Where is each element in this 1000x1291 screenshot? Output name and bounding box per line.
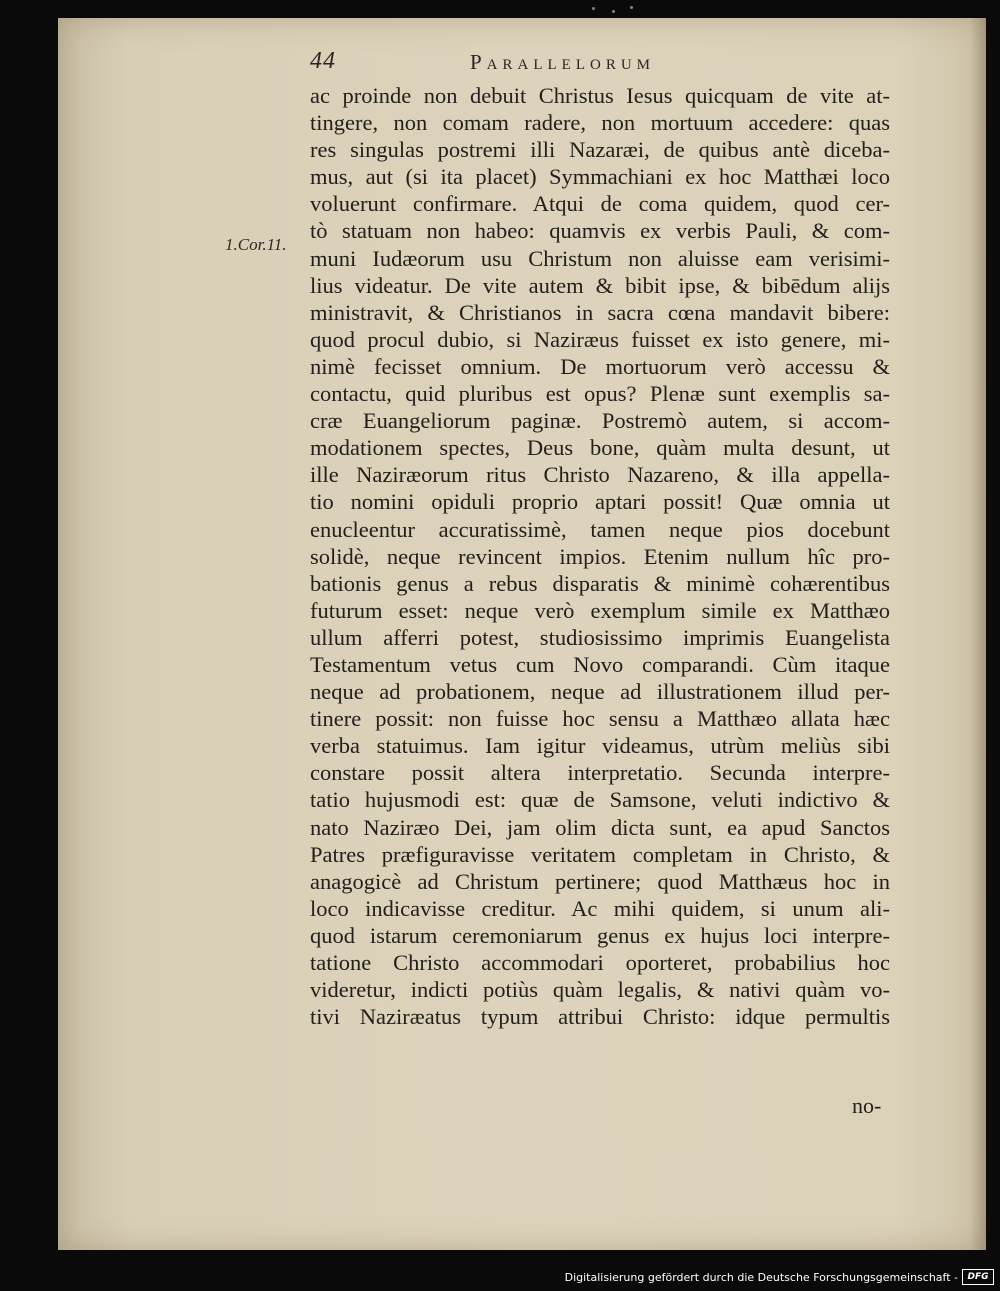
text-line: tingere, non comam radere, non mortuum accedere: quas bbox=[310, 110, 890, 136]
text-line: anagogicè ad Christum pertinere; quod Matthæus hoc in bbox=[310, 868, 890, 894]
text-line: videretur, indicti potiùs quàm legalis, & nativi quàm vo- bbox=[310, 977, 890, 1003]
text-line: voluerunt confirmare. Atqui de coma quidem, quod cer- bbox=[310, 191, 890, 217]
text-line: solidè, neque revincent impios. Etenim nullum hîc pro- bbox=[310, 543, 890, 569]
text-line: lius videatur. De vite autem & bibit ipse, & bibēdum alijs bbox=[310, 272, 890, 298]
text-line: tatione Christo accommodari oporteret, probabilius hoc bbox=[310, 950, 890, 975]
text-line: tinere possit: non fuisse hoc sensu a Matthæo allata hæc bbox=[310, 706, 890, 732]
text-line: cræ Euangeliorum paginæ. Postremò autem, si accom- bbox=[310, 408, 890, 434]
text-line: tatio hujusmodi est: quæ de Samsone, veluti indictivo & bbox=[310, 787, 890, 813]
page-header bbox=[310, 48, 910, 78]
text-line: enucleentur accuratissimè, tamen neque pios docebunt bbox=[310, 516, 890, 542]
text-line: ac proinde non debuit Christus Iesus quicquam de vite at- bbox=[310, 83, 890, 108]
text-line: bationis genus a rebus disparatis & minimè cohærentibus bbox=[310, 570, 890, 596]
text-line: constare possit altera interpretatio. Secunda interpre- bbox=[310, 760, 890, 786]
text-line: muni Iudæorum usu Christum non aluisse eam verisimi- bbox=[310, 245, 890, 271]
dfg-logo-icon: DFG bbox=[962, 1269, 994, 1285]
text-line: loco indicavisse creditur. Ac mihi quidem, si unum ali- bbox=[310, 895, 890, 921]
text-line: ministravit, & Christianos in sacra cœna mandavit bibere: bbox=[310, 299, 890, 325]
text-line: tivi Naziræatus typum attribui Christo: idque permultis bbox=[310, 1004, 890, 1030]
text-line: res singulas postremi illi Nazaræi, de quibus antè diceba- bbox=[310, 137, 890, 163]
text-line: quod istarum ceremoniarum genus ex hujus loci interpre- bbox=[310, 922, 890, 948]
text-line: nimè fecisset omnium. De mortuorum verò accessu & bbox=[310, 353, 890, 379]
body-text bbox=[310, 82, 890, 1030]
digitization-credit bbox=[565, 1267, 994, 1287]
text-line: tò statuam non habeo: quamvis ex verbis Pauli, & com- bbox=[310, 218, 890, 244]
text-line: Testamentum vetus cum Novo comparandi. Cùm itaque bbox=[310, 651, 890, 677]
scan-specks bbox=[590, 4, 650, 16]
text-line: ille Naziræorum ritus Christo Nazareno, & illa appella- bbox=[310, 462, 890, 488]
text-line: quod procul dubio, si Naziræus fuisset ex isto genere, mi- bbox=[310, 326, 890, 352]
text-line: tio nomini opiduli proprio aptari possit! Quæ omnia ut bbox=[310, 489, 890, 515]
text-line: mus, aut (si ita placet) Symmachiani ex hoc Matthæi loco bbox=[310, 164, 890, 190]
text-line: verba statuimus. Iam igitur videamus, utrùm meliùs sibi bbox=[310, 733, 890, 759]
text-line: contactu, quid pluribus est opus? Plenæ sunt exemplis sa- bbox=[310, 381, 890, 407]
text-line: ullum afferri potest, studiosissimo imprimis Euangelista bbox=[310, 624, 890, 650]
catchword: no- bbox=[852, 1093, 882, 1118]
text-line: modationem spectes, Deus bone, quàm multa desunt, ut bbox=[310, 435, 890, 461]
text-line: futurum esset: neque verò exemplum simile ex Matthæo bbox=[310, 597, 890, 623]
running-head: Parallelorum bbox=[470, 50, 656, 74]
page-number: 44 bbox=[310, 48, 336, 74]
page-edge-shadow bbox=[970, 18, 986, 1250]
text-line: Patres præfiguravisse veritatem completam in Christo, & bbox=[310, 841, 890, 867]
margin-note: 1.Cor.11. bbox=[225, 235, 287, 254]
credit-text: Digitalisierung gefördert durch die Deutsche Forschungsgemeinschaft - bbox=[564, 1270, 958, 1284]
text-line: neque ad probationem, neque ad illustrationem illud per- bbox=[310, 679, 890, 705]
text-line: nato Naziræo Dei, jam olim dicta sunt, ea apud Sanctos bbox=[310, 814, 890, 840]
